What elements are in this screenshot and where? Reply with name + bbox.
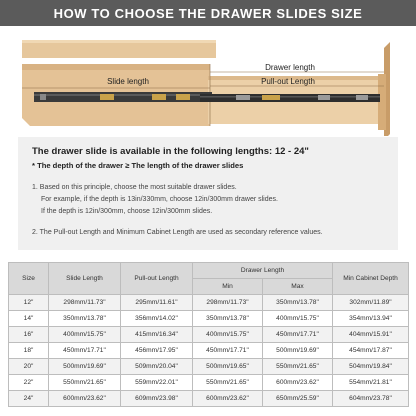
col-header-slide-length: Slide Length: [49, 263, 121, 295]
drawer-length-label: Drawer length: [265, 63, 315, 72]
cell-slide-length: 400mm/15.75": [49, 327, 121, 343]
cell-size: 22": [9, 375, 49, 391]
cell-drawer-min: 600mm/23.62": [193, 391, 263, 407]
drawer-illustration: [0, 26, 416, 136]
cell-min-cabinet: 454mm/17.87": [333, 343, 409, 359]
cell-drawer-max: 350mm/13.78": [263, 295, 333, 311]
col-header-min: Min: [193, 279, 263, 295]
col-header-max: Max: [263, 279, 333, 295]
cell-pullout-length: 456mm/17.95": [121, 343, 193, 359]
cell-size: 18": [9, 343, 49, 359]
cell-drawer-min: 400mm/15.75": [193, 327, 263, 343]
page-title: HOW TO CHOOSE THE DRAWER SLIDES SIZE: [53, 5, 363, 21]
cell-min-cabinet: 604mm/23.78": [333, 391, 409, 407]
cell-size: 20": [9, 359, 49, 375]
cell-pullout-length: 295mm/11.61": [121, 295, 193, 311]
cell-slide-length: 500mm/19.69": [49, 359, 121, 375]
cell-slide-length: 298mm/11.73": [49, 295, 121, 311]
info-box: [18, 137, 398, 250]
col-header-pullout-length: Pull-out Length: [121, 263, 193, 295]
table-row: [9, 391, 409, 407]
size-table: [8, 262, 408, 407]
cell-pullout-length: 609mm/23.98": [121, 391, 193, 407]
slide-rail-extended: [200, 94, 380, 102]
cell-min-cabinet: 554mm/21.81": [333, 375, 409, 391]
slide-length-label: Slide length: [107, 77, 149, 86]
cell-slide-length: 450mm/17.71": [49, 343, 121, 359]
cell-drawer-max: 600mm/23.62": [263, 375, 333, 391]
cell-pullout-length: 356mm/14.02": [121, 311, 193, 327]
cell-pullout-length: 415mm/16.34": [121, 327, 193, 343]
cell-min-cabinet: 302mm/11.89": [333, 295, 409, 311]
table-row: [9, 375, 409, 391]
info-point-1: 1. Based on this principle, choose the most suitable drawer slides.: [32, 184, 237, 191]
info-point-1b: If the depth is 12in/300mm, choose 12in/300mm slides.: [41, 208, 213, 215]
drawer-slide-diagram: [0, 26, 416, 136]
cell-drawer-min: 298mm/11.73": [193, 295, 263, 311]
cell-min-cabinet: 504mm/19.84": [333, 359, 409, 375]
cell-slide-length: 600mm/23.62": [49, 391, 121, 407]
cell-drawer-min: 450mm/17.71": [193, 343, 263, 359]
cell-min-cabinet: 404mm/15.91": [333, 327, 409, 343]
col-header-size: Size: [9, 263, 49, 295]
info-subline: * The depth of the drawer ≥ The length of the drawer slides: [32, 161, 244, 170]
cell-slide-length: 550mm/21.65": [49, 375, 121, 391]
cell-min-cabinet: 354mm/13.94": [333, 311, 409, 327]
cell-pullout-length: 559mm/22.01": [121, 375, 193, 391]
info-headline: The drawer slide is available in the following lengths: 12 - 24": [32, 146, 309, 157]
cell-drawer-max: 400mm/15.75": [263, 311, 333, 327]
cell-pullout-length: 509mm/20.04": [121, 359, 193, 375]
cell-size: 12": [9, 295, 49, 311]
cell-slide-length: 350mm/13.78": [49, 311, 121, 327]
cell-drawer-min: 550mm/21.65": [193, 375, 263, 391]
cell-size: 24": [9, 391, 49, 407]
col-header-drawer-length: Drawer Length: [193, 263, 333, 279]
cell-drawer-min: 500mm/19.65": [193, 359, 263, 375]
table-row: [9, 311, 409, 327]
table-row: [9, 295, 409, 311]
cell-size: 16": [9, 327, 49, 343]
cell-size: 14": [9, 311, 49, 327]
cell-drawer-max: 500mm/19.69": [263, 343, 333, 359]
table-row: [9, 327, 409, 343]
cell-drawer-max: 550mm/21.65": [263, 359, 333, 375]
table-row: [9, 359, 409, 375]
cell-drawer-max: 450mm/17.71": [263, 327, 333, 343]
cell-drawer-max: 650mm/25.59": [263, 391, 333, 407]
pullout-length-label: Pull-out Length: [261, 77, 315, 86]
table-row: [9, 343, 409, 359]
col-header-min-cabinet-depth: Min Cabinet Depth: [333, 263, 409, 295]
cell-drawer-min: 350mm/13.78": [193, 311, 263, 327]
size-chart-table: [8, 262, 409, 407]
page-header: [0, 0, 416, 26]
info-point-1a: For example, if the depth is 13in/330mm, choose 12in/300mm drawer slides.: [41, 196, 278, 203]
info-point-2: 2. The Pull-out Length and Minimum Cabinet Length are used as secondary reference values.: [32, 229, 323, 236]
